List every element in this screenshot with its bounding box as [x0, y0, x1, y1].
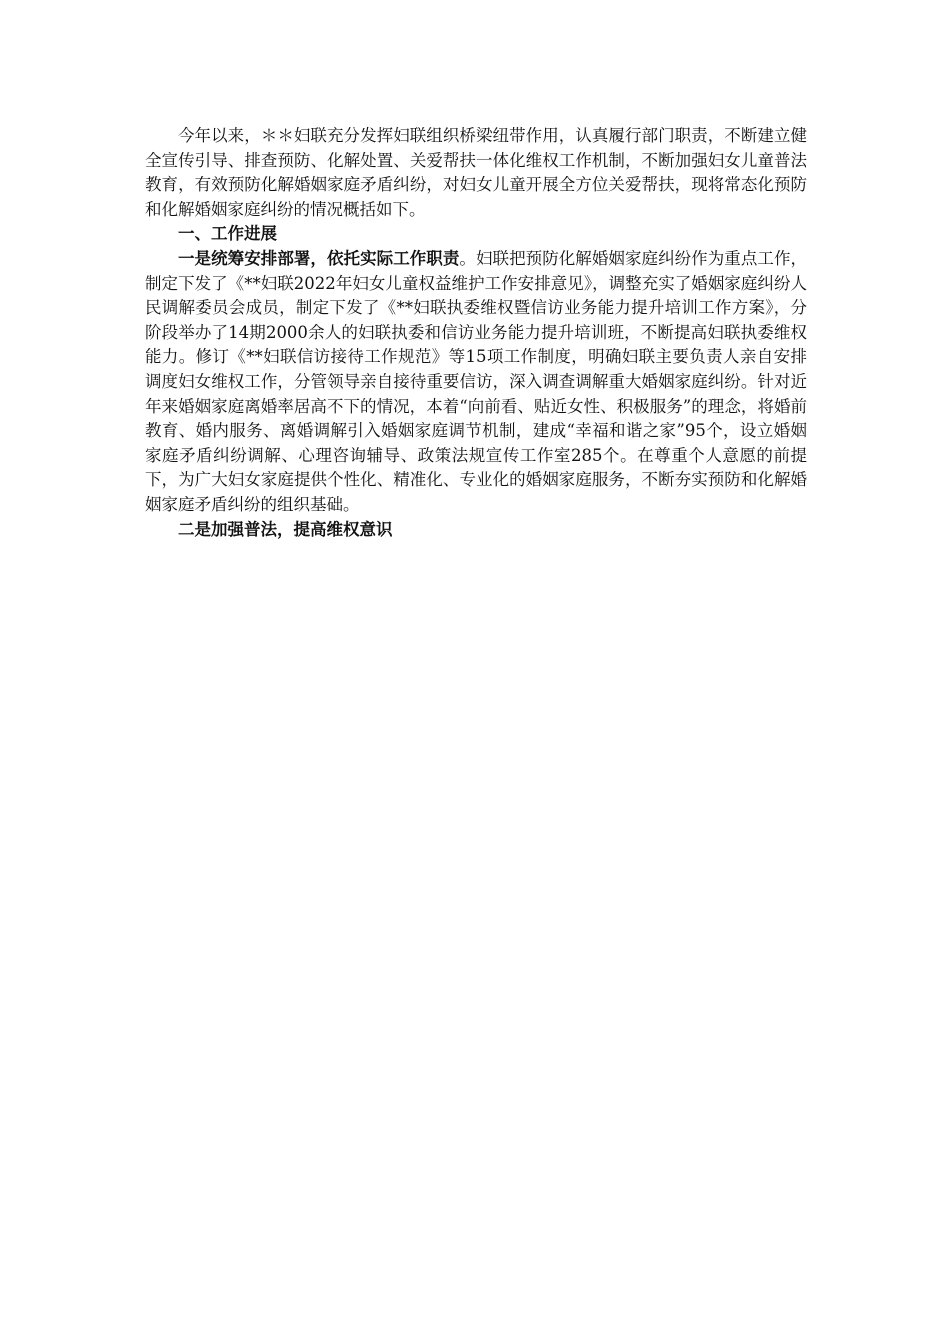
point-one-paragraph: [145, 247, 807, 518]
point-one-lead: 一是统筹安排部署，依托实际工作职责: [178, 248, 460, 268]
point-one-body: 。妇联把预防化解婚姻家庭纠纷作为重点工作，制定下发了《**妇联2022年妇女儿童权益维护工作安排意见》，调整充实了婚姻家庭纠纷人民调解委员会成员，制定下发了《**妇联执委维权暨信访业务能力提升培训工作方案》，分阶段举办了14期2000余人的妇联执委和信访业务能力提升培训班，不断提高妇联执委维权能力。修订《**妇联信访接待工作规范》等15项工作制度，明确妇联主要负责人亲自安排调度妇女维权工作，分管领导亲自接待重要信访，深入调查调解重大婚姻家庭纠纷。针对近年来婚姻家庭离婚率居高不下的情况，本着“向前看、贴近女性、积极服务”的理念，将婚前教育、婚内服务、离婚调解引入婚姻家庭调节机制，建成“幸福和谐之家”95个，设立婚姻家庭矛盾纠纷调解、心理咨询辅导、政策法规宣传工作室285个。在尊重个人意愿的前提下，为广大妇女家庭提供个性化、精准化、专业化的婚姻家庭服务，不断夯实预防和化解婚姻家庭矛盾纠纷的组织基础。: [145, 248, 808, 514]
point-two-lead: 二是加强普法，提高维权意识: [178, 519, 393, 539]
document-body: [145, 124, 807, 542]
section-heading-work-progress: 一、工作进展: [178, 224, 277, 244]
intro-paragraph: 今年以来，＊＊妇联充分发挥妇联组织桥梁纽带作用，认真履行部门职责，不断建立健全宣传引导、排查预防、化解处置、关爱帮扶一体化维权工作机制，不断加强妇女儿童普法教育，有效预防化解婚姻家庭矛盾纠纷，对妇女儿童开展全方位关爱帮扶，现将常态化预防和化解婚姻家庭纠纷的情况概括如下。: [145, 126, 807, 219]
